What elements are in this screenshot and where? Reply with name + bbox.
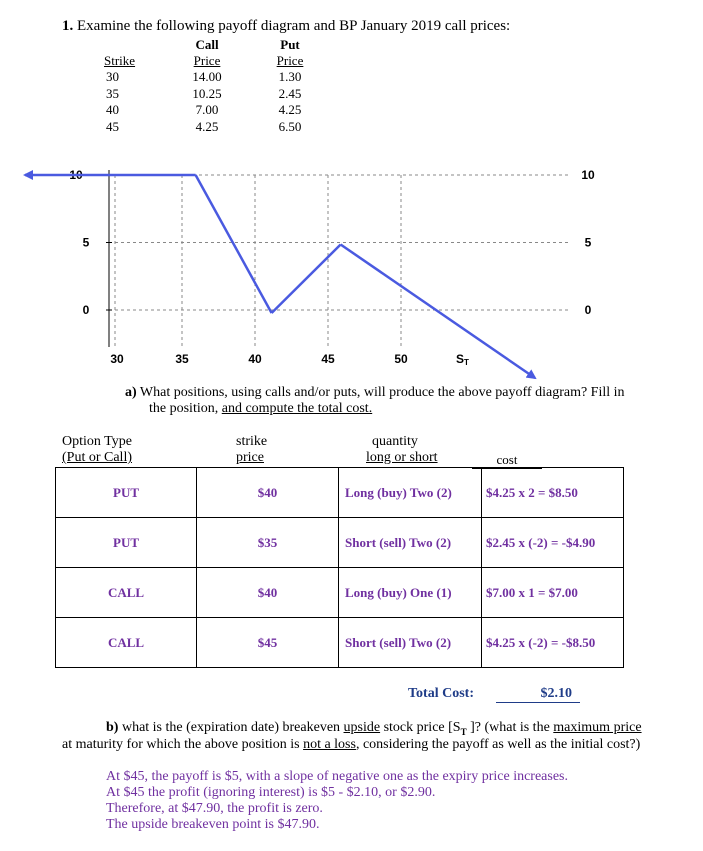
call-price-value: 4.25 [195, 119, 219, 134]
question-a-label: a) [125, 385, 137, 400]
call-price-value: 14.00 [192, 69, 222, 84]
option-type-cell: PUT [56, 518, 197, 568]
quantity-cell: Long (buy) Two (2) [339, 468, 482, 518]
quantity-cell: Long (buy) One (1) [339, 568, 482, 618]
question-b-text: stock price [S [383, 720, 461, 735]
question-b-underline-max: maximum price [553, 720, 642, 735]
strike-value: 45 [106, 119, 119, 134]
cost-cell: $4.25 x 2 = $8.50 [482, 468, 624, 518]
question-b-text: what is the (expiration date) breakeven [121, 720, 341, 735]
put-price-value: 4.25 [278, 102, 302, 117]
quantity-header: quantity [372, 434, 418, 449]
chart-ticks [69, 168, 595, 367]
strike-cell: $40 [197, 468, 339, 518]
put-price-value: 2.45 [278, 86, 302, 101]
answer-line: At $45, the payoff is $5, with a slope of negative one as the expiry price increases. [106, 769, 568, 784]
answer-line: At $45 the profit (ignoring interest) is $5 - $2.10, or $2.90. [106, 785, 436, 800]
x-axis-label: ST [456, 352, 469, 367]
x-axis-label-subscript: T [464, 358, 469, 367]
strike-value: 40 [106, 102, 119, 117]
y-tick-label-left: 5 [82, 235, 90, 250]
question-b-text: , considering the payoff as well as the initial cost?) [355, 737, 641, 752]
strike-subheader: price [236, 450, 264, 465]
question-b-line1 [106, 720, 642, 737]
x-tick-label: 40 [248, 352, 262, 366]
total-cost-label: Total Cost: [408, 686, 474, 701]
table-row [56, 468, 624, 518]
table-row [56, 618, 624, 668]
x-tick-label: 45 [321, 352, 335, 366]
cost-cell: $2.45 x (-2) = -$4.90 [482, 518, 624, 568]
payoff-segment-down-right [341, 245, 535, 379]
question-b-underline-upside: upside [343, 720, 381, 735]
question-a-line2-text: the position, [149, 401, 219, 416]
subscript-t: T [460, 726, 467, 737]
payoff-segment-up [272, 245, 341, 314]
question-a-line2 [149, 401, 372, 417]
put-header: Put [280, 37, 300, 52]
total-cost-value: $2.10 [496, 686, 580, 703]
y-tick-label-right: 10 [581, 168, 595, 182]
call-price-value: 10.25 [192, 86, 222, 101]
cost-cell: $7.00 x 1 = $7.00 [482, 568, 624, 618]
option-type-cell: PUT [56, 468, 197, 518]
answer-line: Therefore, at $47.90, the profit is zero. [106, 801, 323, 816]
cost-header: cost [472, 452, 542, 469]
strike-cell: $45 [197, 618, 339, 668]
chart-grid [109, 175, 570, 347]
question-a-line2-underlined: and compute the total cost. [221, 401, 373, 416]
table-row [56, 518, 624, 568]
positions-table [55, 467, 624, 668]
question-b-text: ]? (what is the [470, 720, 550, 735]
strike-cell: $40 [197, 568, 339, 618]
option-type-cell: CALL [56, 618, 197, 668]
quantity-subheader: long or short [366, 450, 438, 465]
quantity-cell: Short (sell) Two (2) [339, 518, 482, 568]
strike-header: strike [236, 434, 268, 449]
chart-series [25, 175, 535, 378]
question-number: 1. [62, 18, 74, 34]
question-a-line1: What positions, using calls and/or puts, will produce the above payoff diagram? Fill in [139, 385, 625, 400]
quantity-cell: Short (sell) Two (2) [339, 618, 482, 668]
call-price-label: Price [193, 53, 221, 68]
option-type-cell: CALL [56, 568, 197, 618]
strike-value: 30 [106, 69, 119, 84]
question-b-line2 [62, 737, 640, 753]
put-price-value: 1.30 [278, 69, 302, 84]
y-tick-label-right: 5 [584, 235, 592, 250]
call-header: Call [195, 37, 219, 52]
question-text: Examine the following payoff diagram and BP January 2019 call prices: [77, 18, 511, 34]
strike-label: Strike [104, 53, 136, 68]
y-tick-label-left: 10 [69, 168, 83, 182]
table-row [56, 568, 624, 618]
put-price-label: Price [276, 53, 304, 68]
answer-line: The upside breakeven point is $47.90. [106, 817, 320, 832]
x-tick-label: 35 [175, 352, 189, 366]
put-price-value: 6.50 [278, 119, 302, 134]
strike-value: 35 [106, 86, 119, 101]
payoff-segment-down [196, 175, 272, 313]
payoff-chart [0, 0, 703, 400]
question-b-underline-notloss: not a loss [303, 737, 356, 752]
question-b-label: b) [106, 720, 119, 735]
question-a [125, 385, 625, 401]
call-price-value: 7.00 [195, 102, 219, 117]
cost-cell: $4.25 x (-2) = -$8.50 [482, 618, 624, 668]
option-type-header: Option Type [62, 434, 132, 449]
x-tick-label: 50 [394, 352, 408, 366]
option-type-subheader: (Put or Call) [62, 450, 132, 465]
chart-axes [106, 170, 112, 347]
y-tick-label-left: 0 [82, 303, 90, 317]
x-tick-label: 30 [110, 352, 124, 366]
question-b-text: at maturity for which the above position is [62, 737, 300, 752]
y-tick-label-right: 0 [584, 303, 592, 317]
strike-cell: $35 [197, 518, 339, 568]
